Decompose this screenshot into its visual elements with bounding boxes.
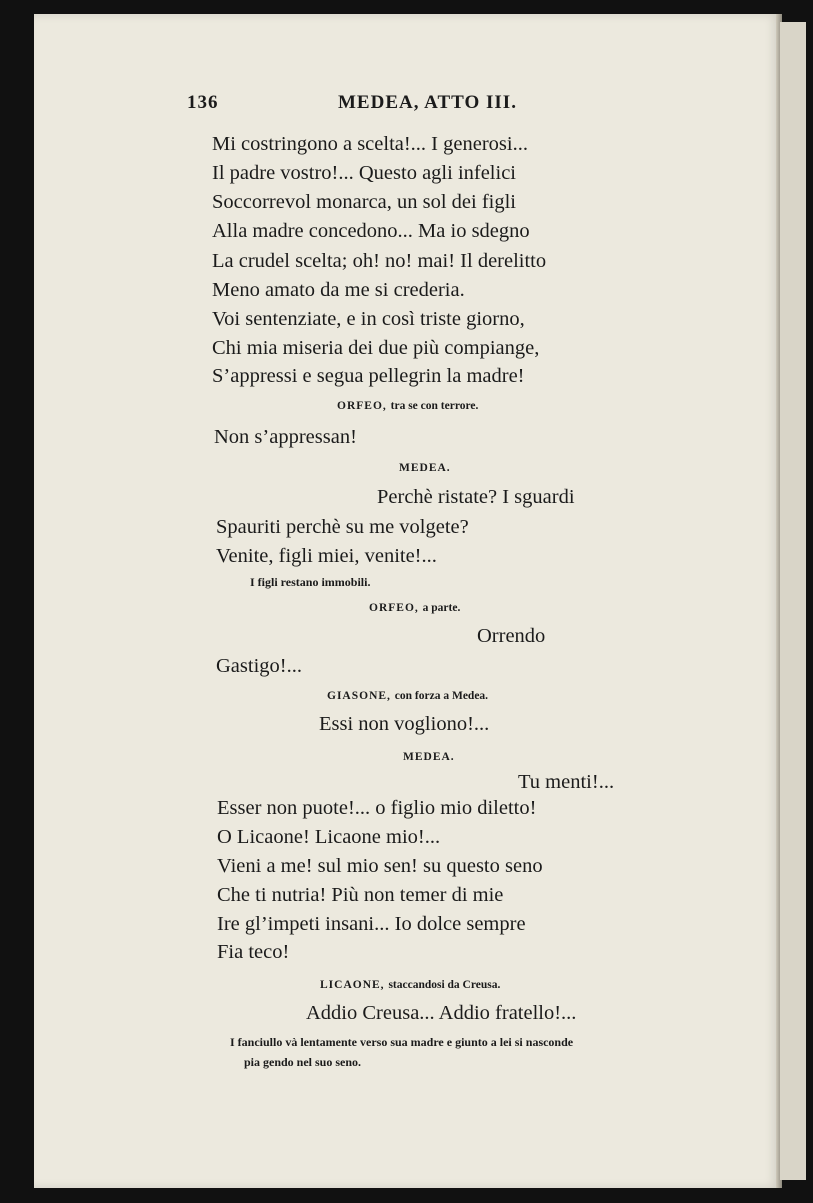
verse-line: Esser non puote!... o figlio mio diletto! [217, 797, 537, 819]
speaker-note: con forza a Medea. [394, 690, 489, 702]
verse-line: Orrendo [477, 625, 546, 647]
speaker-heading [399, 462, 451, 474]
verse-line: Meno amato da me si crederia. [212, 279, 465, 301]
speaker-note: a parte. [422, 602, 461, 614]
verse-line: Ire gl’impeti insani... Io dolce sempre [217, 913, 526, 935]
verse-line: La crudel scelta; oh! no! mai! Il derelitto [212, 250, 547, 272]
verse-line: Voi sentenziate, e in così triste giorno, [212, 308, 525, 330]
verse-line: S’appressi e segua pellegrin la madre! [212, 365, 525, 387]
page-number: 136 [187, 92, 219, 113]
stage-direction: pia gendo nel suo seno. [244, 1055, 362, 1069]
verse-line: Addio Creusa... Addio fratello!... [306, 1002, 577, 1024]
speaker-name: MEDEA. [403, 751, 455, 763]
speaker-heading [320, 979, 500, 991]
verse-line: Spauriti perchè su me volgete? [216, 516, 469, 538]
stage-direction: I figli restano immobili. [250, 575, 371, 589]
speaker-heading [327, 690, 488, 702]
verse-line: Venite, figli miei, venite!... [216, 545, 437, 567]
speaker-name: GIASONE, [327, 690, 391, 702]
verse-line: Mi costringono a scelta!... I generosi... [212, 133, 528, 155]
facing-page-edge [780, 22, 806, 1180]
verse-line: Il padre vostro!... Questo agli infelici [212, 162, 516, 184]
verse-line: O Licaone! Licaone mio!... [217, 826, 441, 848]
verse-line: Essi non vogliono!... [319, 713, 490, 735]
speaker-heading [369, 602, 460, 614]
verse-line: Tu menti!... [518, 771, 615, 793]
speaker-note: tra se con terrore. [390, 400, 479, 412]
speaker-name: MEDEA. [399, 462, 451, 474]
verse-line: Che ti nutria! Più non temer di mie [217, 884, 504, 906]
verse-line: Chi mia miseria dei due più compiange, [212, 337, 540, 359]
speaker-heading [403, 751, 455, 763]
verse-line: Soccorrevol monarca, un sol dei figli [212, 191, 516, 213]
speaker-name: ORFEO, [337, 400, 387, 412]
speaker-name: ORFEO, [369, 602, 419, 614]
verse-line: Gastigo!... [216, 655, 302, 677]
verse-line: Non s’appressan! [214, 426, 357, 448]
stage-direction: I fanciullo và lentamente verso sua madre e giunto a lei si nasconde [230, 1035, 574, 1049]
verse-line: Vieni a me! sul mio sen! su questo seno [217, 855, 543, 877]
verse-line: Alla madre concedono... Ma io sdegno [212, 220, 530, 242]
verse-line: Fia teco! [217, 941, 290, 963]
running-title: MEDEA, ATTO III. [338, 92, 517, 113]
speaker-heading [337, 400, 478, 412]
speaker-name: LICAONE, [320, 979, 385, 991]
verse-line: Perchè ristate? I sguardi [377, 486, 575, 508]
speaker-note: staccandosi da Creusa. [388, 979, 501, 991]
